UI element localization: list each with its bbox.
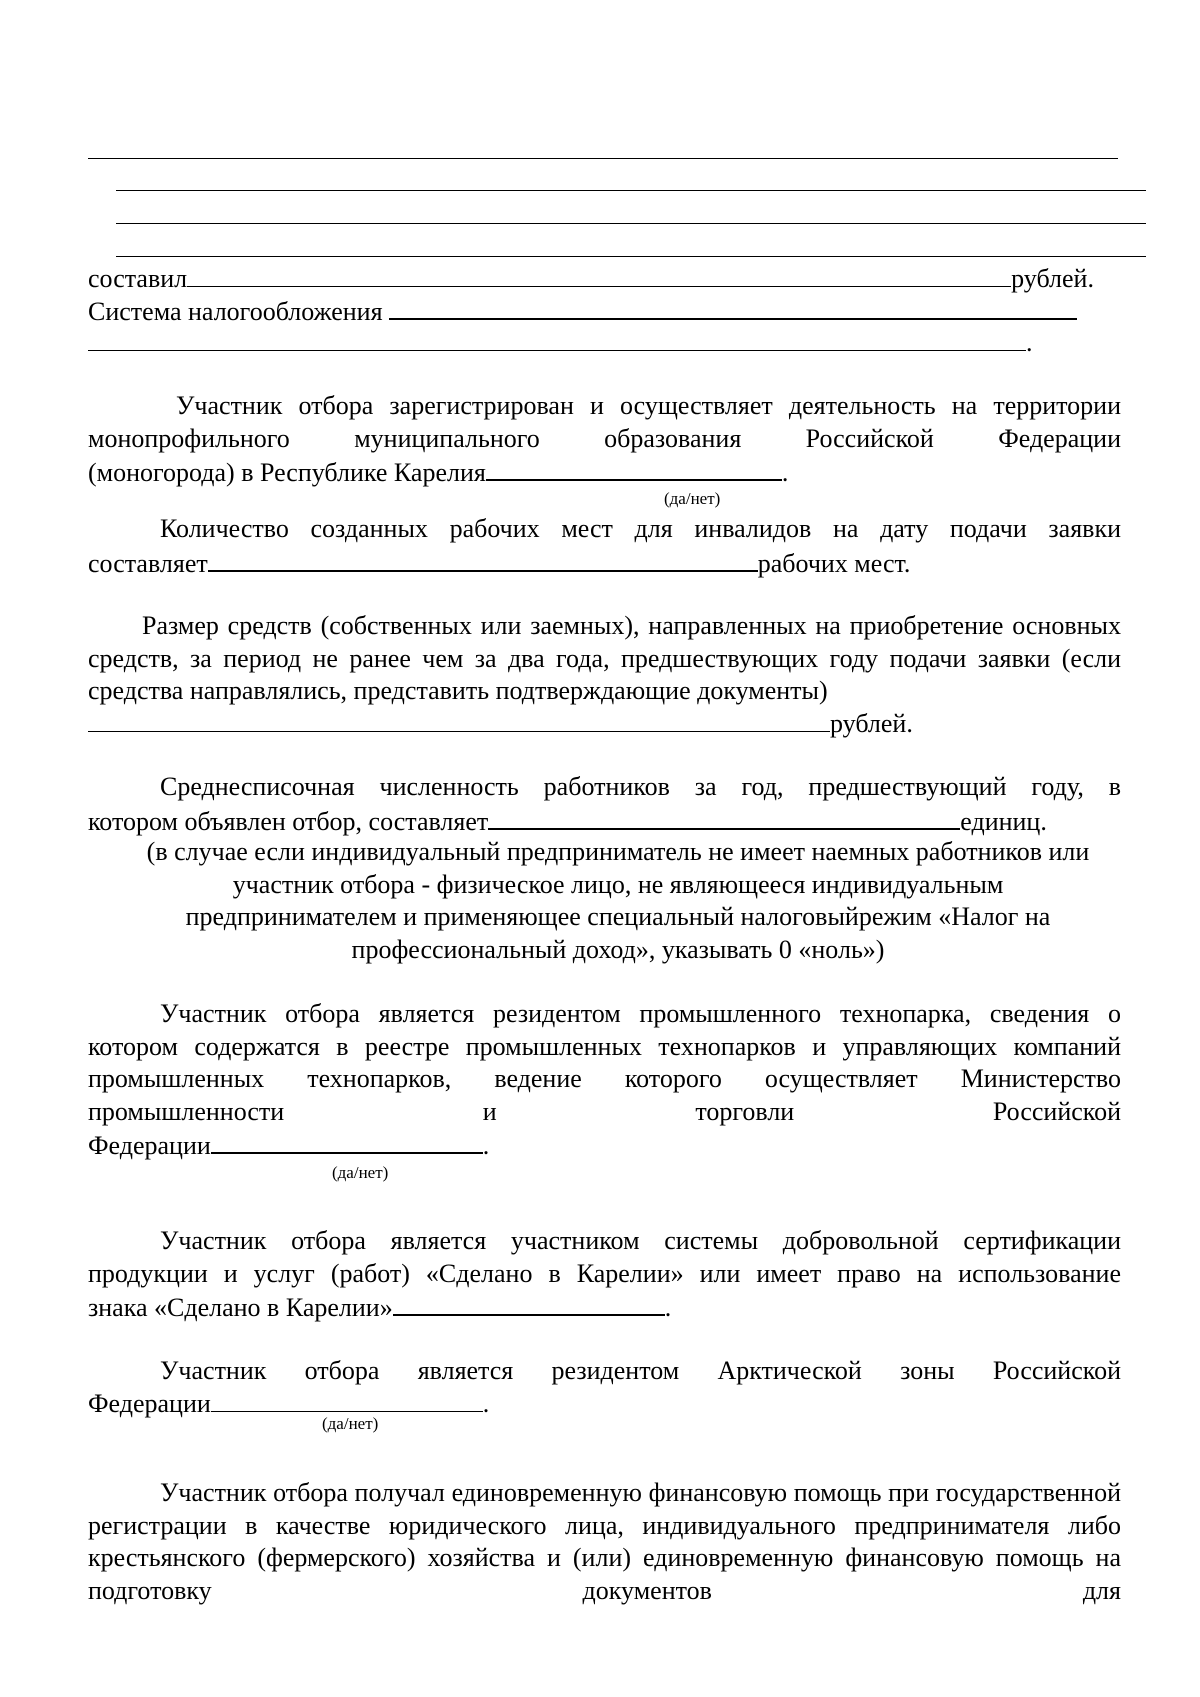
tax-system-row-2 [88, 326, 1033, 358]
karelia-cert-blank[interactable] [393, 1290, 665, 1316]
technopark-blank[interactable] [211, 1128, 483, 1154]
tax-system-blank-2[interactable] [88, 326, 1026, 351]
funds-text: Размер средств (собственных или заемных), направленных на приобретение основных средств, за период не ранее чем за два года, предшествующих году подачи заявки (если средства направлялись, представить подтверждающие документы) [88, 611, 1121, 705]
headcount-line-2: котором объявлен отбор, составляет единиц. [88, 804, 1121, 839]
technopark-caption: (да/нет) [332, 1163, 389, 1182]
income-blank[interactable] [187, 262, 1011, 287]
karelia-cert-text: Участник отбора является участником системы добровольной сертификации продукции и услуг (работ) «Сделано в Карелии» или имеет право на использование [88, 1226, 1121, 1288]
tax-system-end: . [1026, 328, 1033, 357]
monotown-line-2: монопрофильного муниципального образования Российской Федерации [88, 423, 1121, 453]
karelia-cert-paragraph [88, 1225, 1121, 1325]
monotown-line-3: (моногорода) в Республике Карелия . [88, 455, 1121, 490]
karelia-cert-last-line: знака «Сделано в Карелии» . [88, 1290, 1121, 1325]
income-label: составил [88, 264, 188, 293]
headcount-paragraph [88, 771, 1121, 838]
financial-aid-paragraph [88, 1477, 1121, 1607]
monotown-blank[interactable] [486, 455, 782, 481]
income-row [88, 262, 1094, 294]
technopark-paragraph [88, 998, 1121, 1163]
blank-line-4[interactable] [116, 256, 1146, 257]
funds-last-line: рублей. [88, 708, 1121, 741]
headcount-blank[interactable] [488, 804, 960, 830]
technopark-last-line: Федерации . [88, 1128, 1121, 1163]
monotown-paragraph [88, 390, 1121, 490]
arctic-last-line: Федерации . [88, 1388, 490, 1418]
arctic-caption: (да/нет) [322, 1414, 379, 1433]
financial-aid-text: Участник отбора получал единовременную финансовую помощь при государственной регистрации в качестве юридического лица, индивидуального предпринимателя либо крестьянского (фермерского) хозяйства и (или) единовременную финансовую помощь на подготовку документов для [88, 1478, 1121, 1605]
disabled-jobs-blank[interactable] [208, 546, 758, 572]
tax-system-label: Система налогообложения [88, 297, 383, 326]
blank-line-3[interactable] [116, 223, 1146, 224]
arctic-text: Участник отбора является резидентом Арктической зоны Российской [160, 1356, 1121, 1385]
funds-blank[interactable] [88, 709, 830, 732]
monotown-caption: (да/нет) [664, 489, 721, 508]
blank-line-2[interactable] [116, 190, 1146, 191]
technopark-text: Участник отбора является резидентом промышленного технопарка, сведения о котором содержатся в реестре промышленных технопарков и управляющих компаний промышленных технопарков, ведение которого осуществляет Министерство промышленности и торговли Российской [88, 999, 1121, 1126]
tax-system-row [88, 294, 1077, 327]
funds-paragraph [88, 610, 1121, 740]
income-suffix: рублей. [1011, 264, 1094, 293]
disabled-jobs-line-2: составляет рабочих мест. [88, 546, 1121, 581]
blank-line-1[interactable] [88, 158, 1118, 159]
arctic-blank[interactable] [211, 1389, 483, 1412]
monotown-line-1: Участник отбора зарегистрирован и осуществляет деятельность на территории [176, 391, 1121, 420]
disabled-jobs-line-1: Количество созданных рабочих мест для инвалидов на дату подачи заявки [160, 514, 1121, 543]
arctic-paragraph [88, 1355, 1121, 1420]
disabled-jobs-paragraph [88, 513, 1121, 580]
headcount-line-1: Среднесписочная численность работников за год, предшествующий году, в [160, 772, 1121, 801]
headcount-note: (в случае если индивидуальный предприниматель не имеет наемных работников или участник отбора - физическое лицо, не являющееся индивидуальным предпринимателем и применяющее специальный налоговыйрежим «Налог на профессиональный доход», указывать 0 «ноль») [146, 837, 1090, 964]
tax-system-blank[interactable] [389, 294, 1077, 320]
